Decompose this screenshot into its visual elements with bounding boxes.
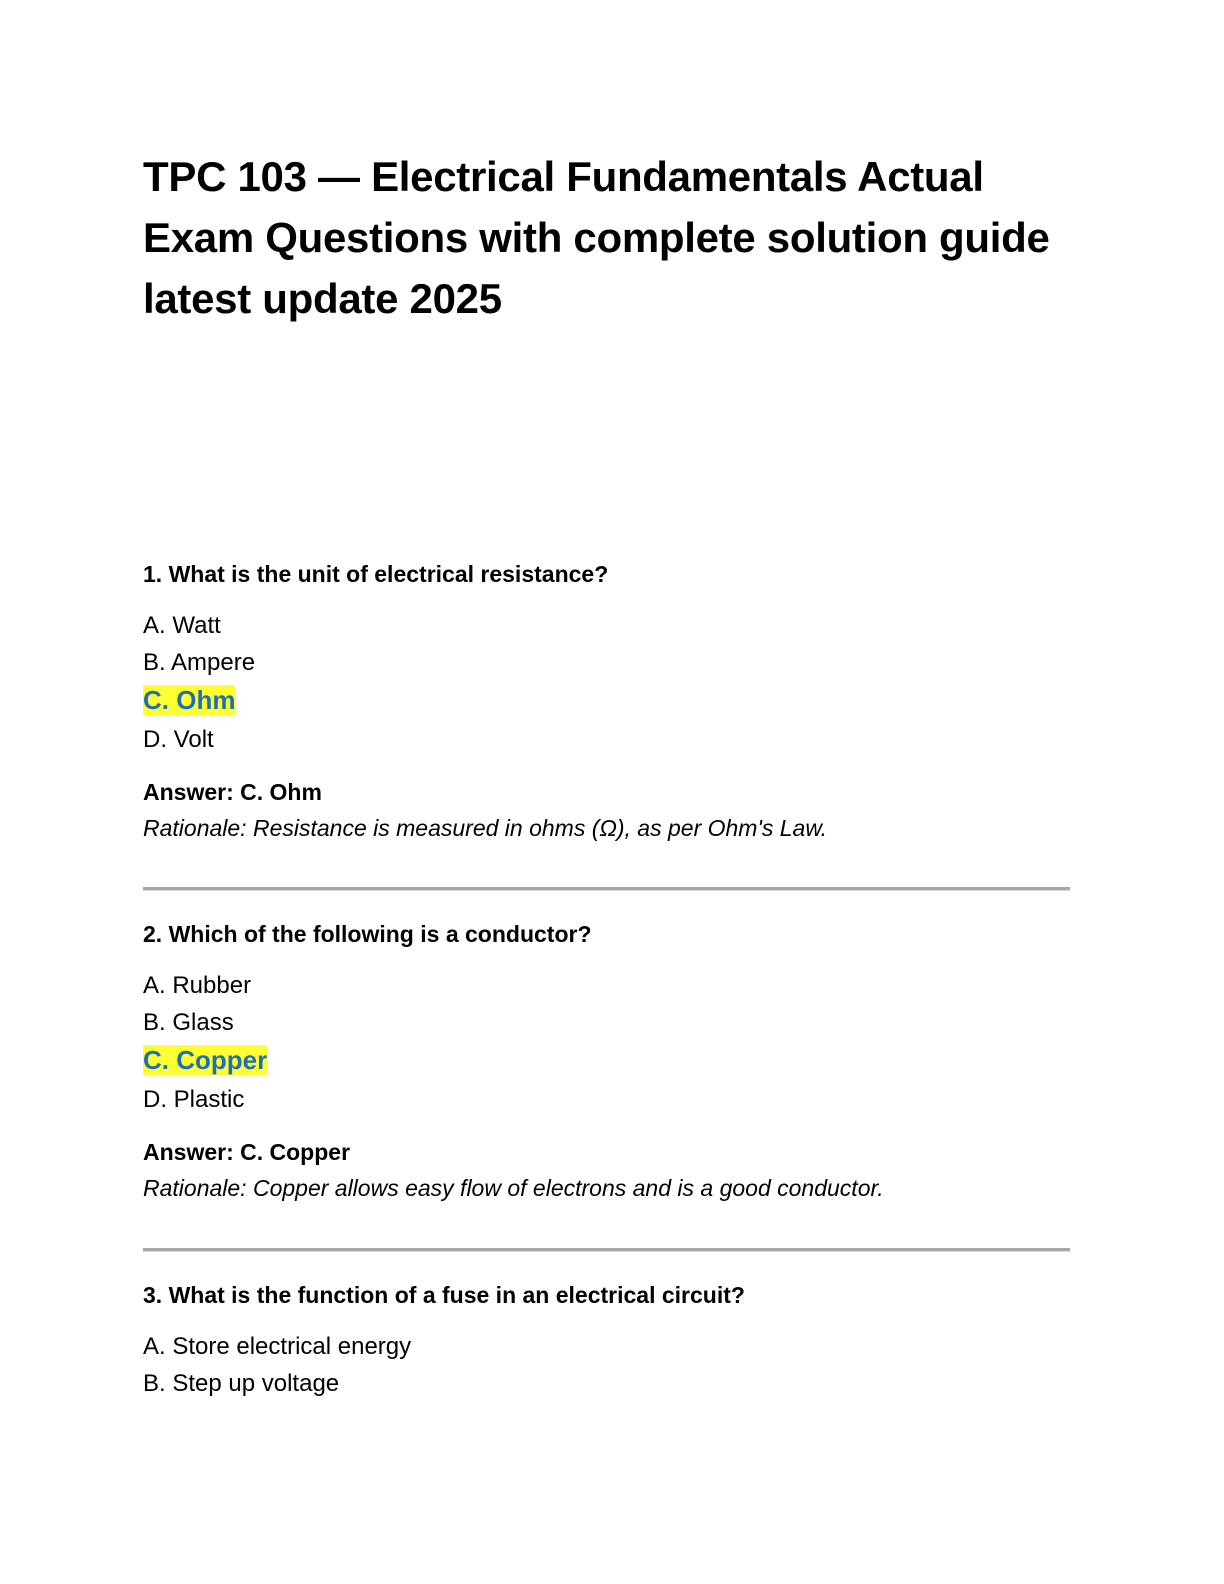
option-a: A. Rubber — [143, 972, 252, 999]
question-block — [143, 919, 1083, 1203]
highlighted-answer: C. Copper — [143, 1045, 268, 1075]
question-text: 1. What is the unit of electrical resistance? — [143, 561, 609, 587]
question-block — [143, 559, 1083, 843]
question-text: 3. What is the function of a fuse in an electrical circuit? — [143, 1282, 745, 1308]
rationale-line: Rationale: Resistance is measured in ohms (Ω), as per Ohm's Law. — [143, 815, 828, 841]
option-c-correct — [143, 1045, 1083, 1085]
option-b: B. Ampere — [143, 649, 256, 676]
answer-line: Answer: C. Ohm — [143, 779, 322, 805]
option-c-correct — [143, 685, 1083, 725]
option-b: B. Glass — [143, 1009, 234, 1036]
section-divider — [143, 1248, 1070, 1252]
question-block — [143, 1280, 1083, 1406]
answer-line: Answer: C. Copper — [143, 1139, 351, 1165]
option-a: A. Store electrical energy — [143, 1333, 412, 1360]
option-d: D. Volt — [143, 726, 214, 753]
document-title: TPC 103 — Electrical Fundamentals Actual Exam Questions with complete solution guide latest update 2025 — [143, 153, 1050, 322]
highlighted-answer: C. Ohm — [143, 685, 236, 715]
option-a: A. Watt — [143, 612, 221, 639]
section-divider — [143, 887, 1070, 891]
option-b: B. Step up voltage — [143, 1370, 340, 1397]
question-text: 2. Which of the following is a conductor? — [143, 921, 592, 947]
rationale-line: Rationale: Copper allows easy flow of electrons and is a good conductor. — [143, 1175, 884, 1201]
option-d: D. Plastic — [143, 1086, 245, 1113]
